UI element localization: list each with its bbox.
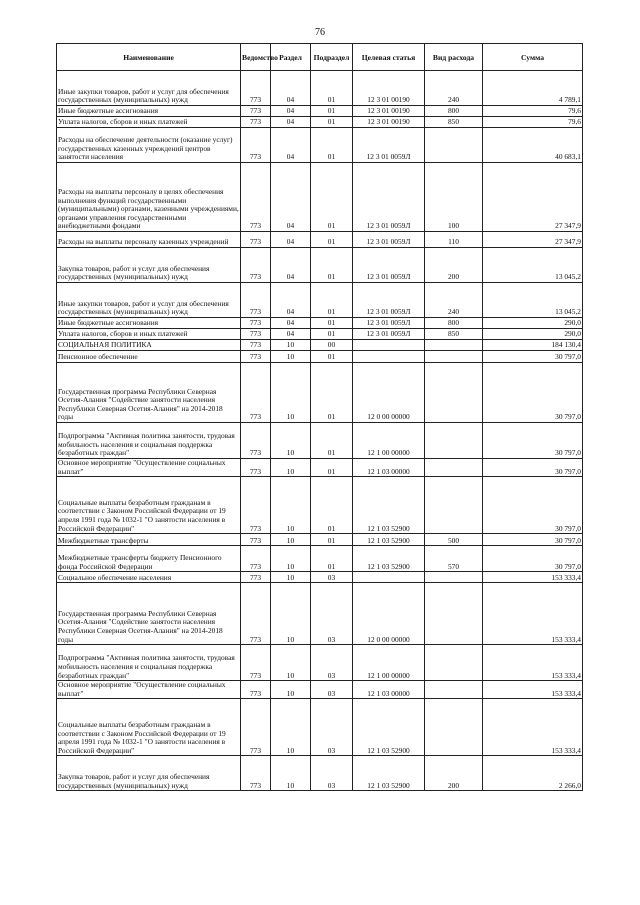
row-sum: 290,0 (483, 329, 583, 340)
table-row (57, 699, 583, 756)
row-dept: 773 (241, 423, 271, 459)
row-sum: 30 797,0 (483, 477, 583, 534)
row-target: 12 1 03 52900 (353, 546, 425, 572)
row-target: 12 3 01 0059Л (353, 128, 425, 163)
row-dept: 773 (241, 128, 271, 163)
row-subsection: 01 (311, 106, 353, 117)
row-name: Социальные выплаты безработным гражданам в соответствии с Законом Российской Федерации от 19 апреля 1991 года № 1032-1 "О занятости населения в Российской Федерации" (57, 699, 241, 756)
row-name: Подпрограмма "Активная политика занятости, трудовая мобильность населения и социальная поддержка безработных граждан" (57, 645, 241, 681)
row-subsection: 03 (311, 699, 353, 756)
row-sum: 290,0 (483, 318, 583, 329)
table-row (57, 756, 583, 791)
table-row (57, 423, 583, 459)
row-target: 12 0 00 00000 (353, 363, 425, 423)
row-kind: 200 (425, 756, 483, 791)
row-name: Закупка товаров, работ и услуг для обеспечения государственных (муниципальных) нужд (57, 248, 241, 283)
row-dept: 773 (241, 351, 271, 363)
row-subsection: 01 (311, 459, 353, 477)
row-kind: 850 (425, 117, 483, 128)
table-row (57, 106, 583, 117)
row-section: 10 (271, 340, 311, 351)
row-dept: 773 (241, 329, 271, 340)
row-dept: 773 (241, 117, 271, 128)
row-section: 04 (271, 283, 311, 318)
row-sum: 30 797,0 (483, 546, 583, 572)
row-subsection: 01 (311, 329, 353, 340)
row-name: Иные бюджетные ассигнования (57, 106, 241, 117)
row-dept: 773 (241, 232, 271, 248)
row-kind: 800 (425, 106, 483, 117)
row-dept: 773 (241, 756, 271, 791)
row-subsection: 01 (311, 128, 353, 163)
row-section: 04 (271, 248, 311, 283)
row-target: 12 3 01 00190 (353, 71, 425, 106)
table-row (57, 351, 583, 363)
row-subsection: 01 (311, 534, 353, 546)
row-kind (425, 681, 483, 699)
row-section: 10 (271, 699, 311, 756)
row-kind (425, 699, 483, 756)
row-name: Иные бюджетные ассигнования (57, 318, 241, 329)
row-subsection: 01 (311, 71, 353, 106)
row-subsection: 01 (311, 163, 353, 232)
row-kind: 200 (425, 248, 483, 283)
row-sum: 79,6 (483, 106, 583, 117)
row-section: 10 (271, 572, 311, 583)
row-name: Иные закупки товаров, работ и услуг для обеспечения государственных (муниципальных) нужд (57, 71, 241, 106)
row-section: 10 (271, 546, 311, 572)
row-target: 12 1 03 52900 (353, 477, 425, 534)
row-subsection: 01 (311, 248, 353, 283)
row-name: Расходы на выплаты персоналу в целях обеспечения выполнения функций государственными (муниципальными) органами, казенными учреждениями, органами управления государственными внебюджетными фондами (57, 163, 241, 232)
row-kind: 570 (425, 546, 483, 572)
row-section: 10 (271, 534, 311, 546)
table-row (57, 572, 583, 583)
table-row (57, 546, 583, 572)
row-kind (425, 363, 483, 423)
row-name: Пенсионное обеспечение (57, 351, 241, 363)
row-section: 04 (271, 128, 311, 163)
row-kind: 850 (425, 329, 483, 340)
row-dept: 773 (241, 459, 271, 477)
row-target: 12 1 03 00000 (353, 681, 425, 699)
row-subsection: 01 (311, 546, 353, 572)
row-section: 04 (271, 106, 311, 117)
row-kind (425, 583, 483, 645)
row-subsection: 01 (311, 423, 353, 459)
row-name: Социальное обеспечение населения (57, 572, 241, 583)
row-target (353, 340, 425, 351)
row-subsection: 03 (311, 583, 353, 645)
row-section: 10 (271, 583, 311, 645)
row-section: 10 (271, 477, 311, 534)
row-target (353, 351, 425, 363)
row-section: 04 (271, 71, 311, 106)
row-target: 12 1 00 00000 (353, 645, 425, 681)
header-kind: Вид расхода (425, 44, 483, 71)
row-section: 10 (271, 363, 311, 423)
row-subsection: 03 (311, 756, 353, 791)
row-dept: 773 (241, 363, 271, 423)
table-row (57, 459, 583, 477)
row-sum: 30 797,0 (483, 534, 583, 546)
row-name: Государственная программа Республики Северная Осетия-Алания "Содействие занятости населения Республики Северная Осетия-Алания" на 2014-2018 годы (57, 583, 241, 645)
row-subsection: 03 (311, 572, 353, 583)
row-kind: 240 (425, 283, 483, 318)
row-kind: 800 (425, 318, 483, 329)
row-name: Государственная программа Республики Северная Осетия-Алания "Содействие занятости населения Республики Северная Осетия-Алания" на 2014-2018 годы (57, 363, 241, 423)
row-dept: 773 (241, 163, 271, 232)
row-sum: 13 045,2 (483, 283, 583, 318)
row-sum: 153 333,4 (483, 645, 583, 681)
row-dept: 773 (241, 318, 271, 329)
row-sum: 30 797,0 (483, 351, 583, 363)
row-sum: 4 789,1 (483, 71, 583, 106)
row-target: 12 1 03 00000 (353, 459, 425, 477)
row-kind: 500 (425, 534, 483, 546)
row-sum: 30 797,0 (483, 423, 583, 459)
row-name: Подпрограмма "Активная политика занятости, трудовая мобильность населения и социальная поддержка безработных граждан" (57, 423, 241, 459)
row-subsection: 01 (311, 318, 353, 329)
row-subsection: 00 (311, 340, 353, 351)
table-row (57, 117, 583, 128)
row-target: 12 3 01 0059Л (353, 232, 425, 248)
budget-table (56, 43, 583, 791)
header-subsection: Подраздел (311, 44, 353, 71)
table-row (57, 340, 583, 351)
row-sum: 27 347,9 (483, 163, 583, 232)
row-sum: 153 333,4 (483, 681, 583, 699)
row-sum: 40 683,1 (483, 128, 583, 163)
page-number: 76 (315, 27, 325, 38)
table-row (57, 477, 583, 534)
row-name: Расходы на выплаты персоналу казенных учреждений (57, 232, 241, 248)
row-sum: 13 045,2 (483, 248, 583, 283)
row-sum: 30 797,0 (483, 459, 583, 477)
row-target: 12 3 01 0059Л (353, 329, 425, 340)
row-section: 04 (271, 232, 311, 248)
row-sum: 27 347,9 (483, 232, 583, 248)
row-kind (425, 351, 483, 363)
header-section: Раздел (271, 44, 311, 71)
table-row (57, 163, 583, 232)
row-section: 10 (271, 423, 311, 459)
row-name: Уплата налогов, сборов и иных платежей (57, 117, 241, 128)
row-subsection: 01 (311, 477, 353, 534)
row-dept: 773 (241, 546, 271, 572)
row-target: 12 1 03 52900 (353, 699, 425, 756)
row-section: 10 (271, 351, 311, 363)
row-target (353, 572, 425, 583)
row-kind (425, 423, 483, 459)
table-row (57, 128, 583, 163)
header-name: Наименование (57, 44, 241, 71)
row-target: 12 1 03 52900 (353, 756, 425, 791)
row-dept: 773 (241, 248, 271, 283)
row-target: 12 1 03 52900 (353, 534, 425, 546)
row-sum: 2 266,0 (483, 756, 583, 791)
row-dept: 773 (241, 71, 271, 106)
row-name: Межбюджетные трансферты (57, 534, 241, 546)
row-target: 12 3 01 0059Л (353, 163, 425, 232)
row-dept: 773 (241, 699, 271, 756)
table-row (57, 681, 583, 699)
row-sum: 30 797,0 (483, 363, 583, 423)
row-dept: 773 (241, 534, 271, 546)
row-subsection: 01 (311, 117, 353, 128)
table-row (57, 232, 583, 248)
row-subsection: 01 (311, 232, 353, 248)
row-name: Закупка товаров, работ и услуг для обеспечения государственных (муниципальных) нужд (57, 756, 241, 791)
header-dept: Ведомство (241, 44, 271, 71)
row-section: 04 (271, 117, 311, 128)
row-kind (425, 459, 483, 477)
row-target: 12 3 01 0059Л (353, 318, 425, 329)
row-kind (425, 645, 483, 681)
row-dept: 773 (241, 477, 271, 534)
row-sum: 153 333,4 (483, 572, 583, 583)
row-section: 04 (271, 329, 311, 340)
row-kind: 110 (425, 232, 483, 248)
row-dept: 773 (241, 645, 271, 681)
row-name: Основное мероприятие "Осуществление социальных выплат" (57, 681, 241, 699)
row-section: 10 (271, 459, 311, 477)
row-kind (425, 128, 483, 163)
row-subsection: 01 (311, 351, 353, 363)
row-sum: 79,6 (483, 117, 583, 128)
row-section: 04 (271, 163, 311, 232)
table-row (57, 283, 583, 318)
row-kind (425, 340, 483, 351)
row-kind (425, 572, 483, 583)
header-sum: Сумма (483, 44, 583, 71)
row-section: 10 (271, 681, 311, 699)
row-name: Расходы на обеспечение деятельности (оказание услуг) государственных казенных учреждений центров занятости населения (57, 128, 241, 163)
row-name: Уплата налогов, сборов и иных платежей (57, 329, 241, 340)
table-row (57, 534, 583, 546)
row-kind: 240 (425, 71, 483, 106)
row-target: 12 3 01 0059Л (353, 283, 425, 318)
row-sum: 153 333,4 (483, 699, 583, 756)
row-target: 12 3 01 0059Л (353, 248, 425, 283)
row-section: 10 (271, 645, 311, 681)
row-dept: 773 (241, 340, 271, 351)
table-row (57, 71, 583, 106)
row-sum: 184 130,4 (483, 340, 583, 351)
row-name: Межбюджетные трансферты бюджету Пенсионного фонда Российской Федерации (57, 546, 241, 572)
row-target: 12 1 00 00000 (353, 423, 425, 459)
row-name: Основное мероприятие "Осуществление социальных выплат" (57, 459, 241, 477)
row-target: 12 0 00 00000 (353, 583, 425, 645)
row-name: Иные закупки товаров, работ и услуг для обеспечения государственных (муниципальных) нужд (57, 283, 241, 318)
row-dept: 773 (241, 583, 271, 645)
row-target: 12 3 01 00190 (353, 106, 425, 117)
header-target: Целевая статья (353, 44, 425, 71)
table-row (57, 248, 583, 283)
row-subsection: 03 (311, 645, 353, 681)
row-name: СОЦИАЛЬНАЯ ПОЛИТИКА (57, 340, 241, 351)
row-name: Социальные выплаты безработным гражданам в соответствии с Законом Российской Федерации от 19 апреля 1991 года № 1032-1 "О занятости населения в Российской Федерации" (57, 477, 241, 534)
header-row (57, 44, 583, 71)
row-sum: 153 333,4 (483, 583, 583, 645)
row-dept: 773 (241, 283, 271, 318)
row-kind (425, 477, 483, 534)
table-row (57, 645, 583, 681)
row-section: 04 (271, 318, 311, 329)
row-target: 12 3 01 00190 (353, 117, 425, 128)
table-row (57, 318, 583, 329)
row-kind: 100 (425, 163, 483, 232)
row-dept: 773 (241, 106, 271, 117)
row-subsection: 03 (311, 681, 353, 699)
row-subsection: 01 (311, 283, 353, 318)
table-row (57, 583, 583, 645)
row-dept: 773 (241, 681, 271, 699)
row-subsection: 01 (311, 363, 353, 423)
row-section: 10 (271, 756, 311, 791)
table-row (57, 329, 583, 340)
row-dept: 773 (241, 572, 271, 583)
table-row (57, 363, 583, 423)
